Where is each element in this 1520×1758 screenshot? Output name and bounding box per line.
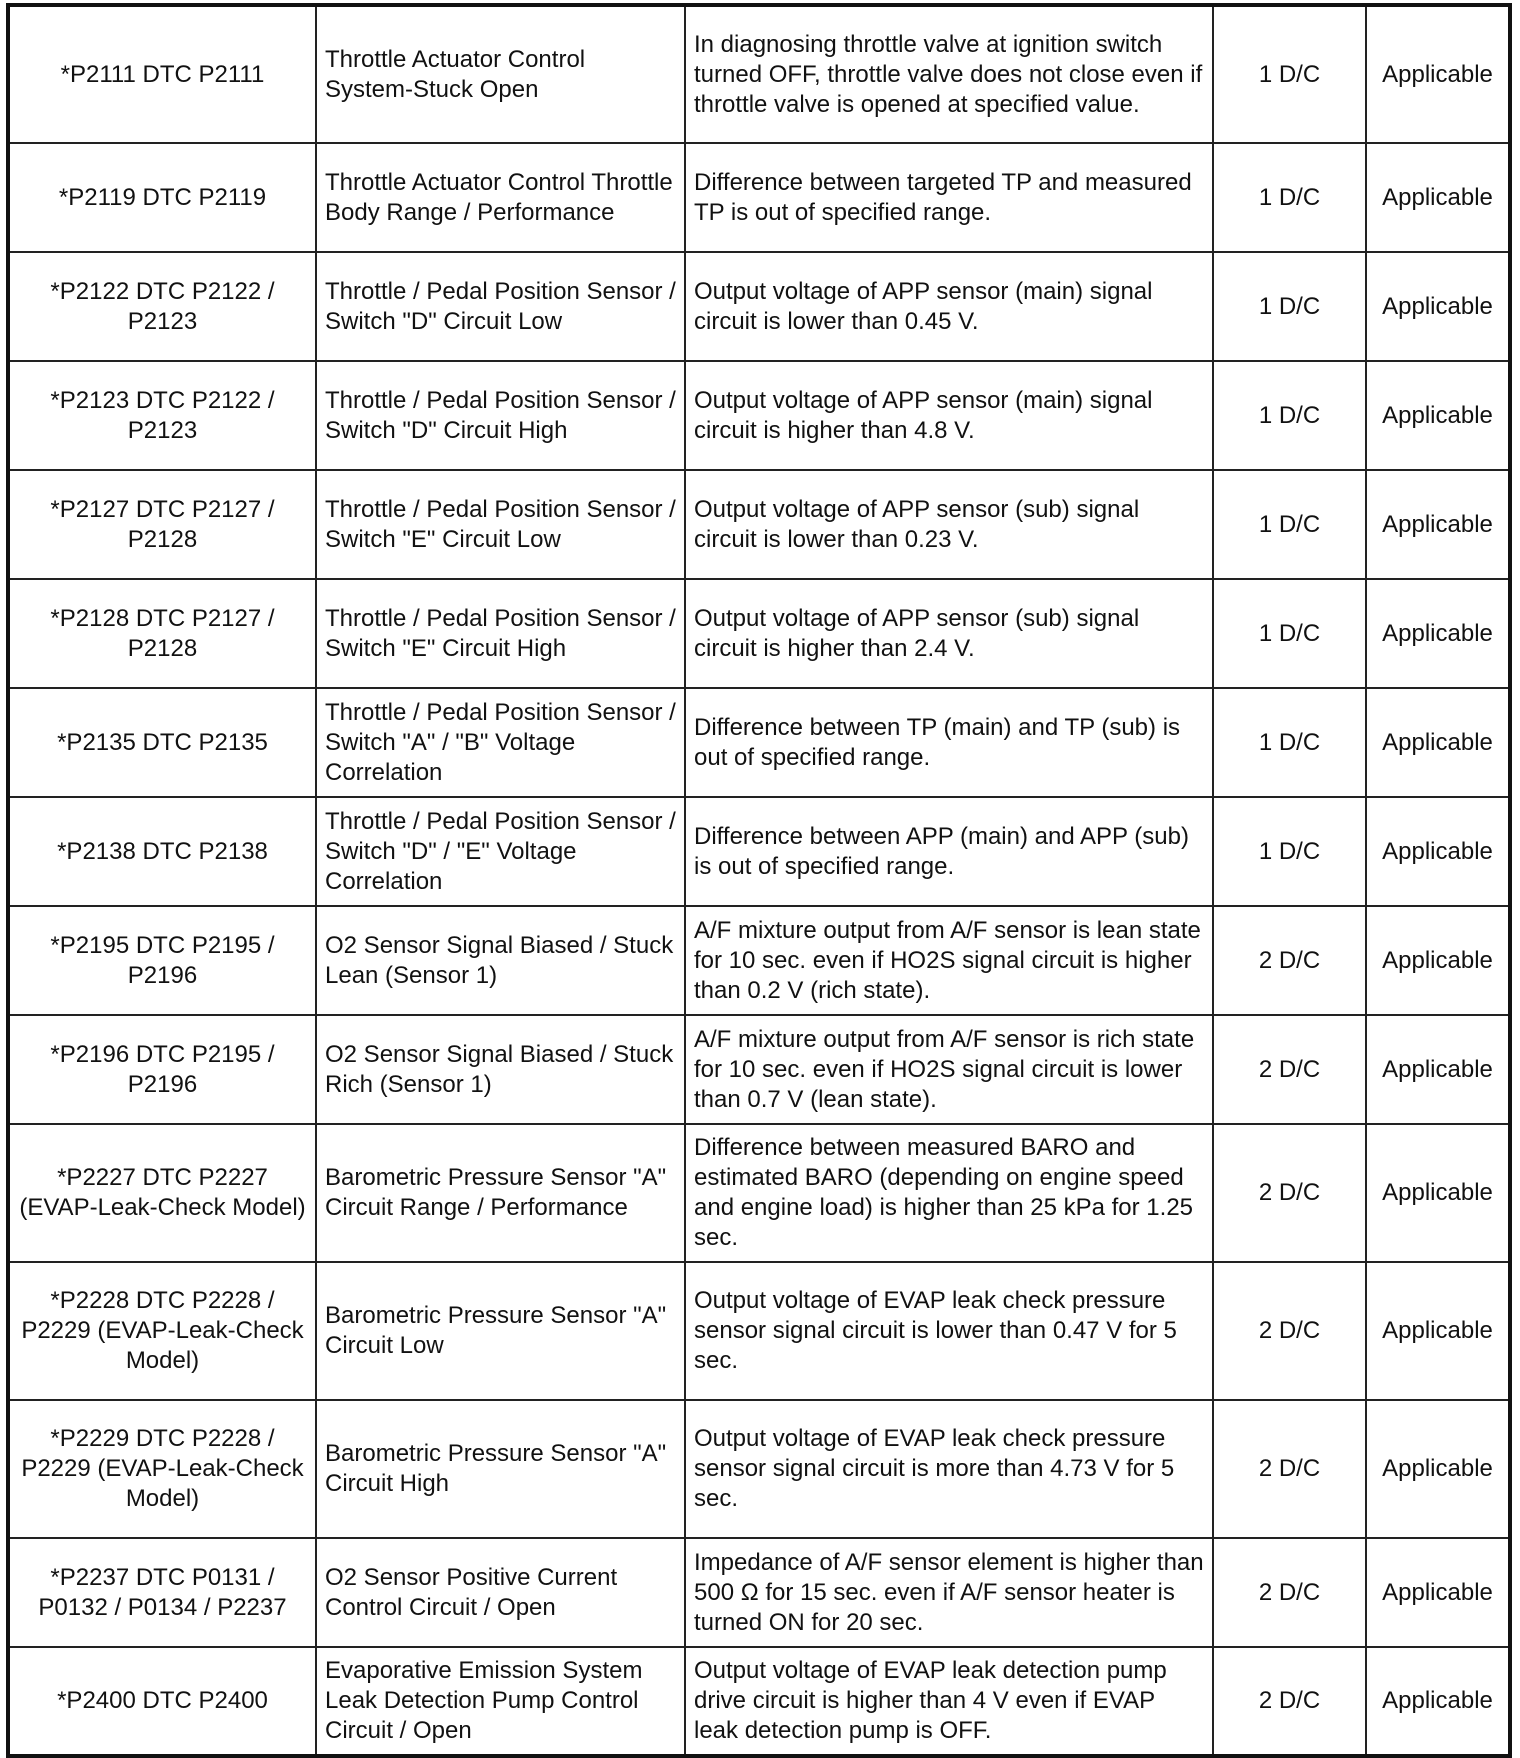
table-row: [8, 1538, 1510, 1647]
dtc-name-cell: Barometric Pressure Sensor "A" Circuit Low: [316, 1262, 685, 1400]
table-row: [8, 906, 1510, 1015]
trip-cell: 1 D/C: [1213, 579, 1366, 688]
mil-cell: Applicable: [1366, 470, 1510, 579]
detection-condition-cell: Output voltage of APP sensor (sub) signal circuit is lower than 0.23 V.: [685, 470, 1213, 579]
mil-cell: Applicable: [1366, 797, 1510, 906]
dtc-code-cell: *P2128 DTC P2127 / P2128: [8, 579, 316, 688]
table-row: [8, 1400, 1510, 1538]
dtc-code-cell: *P2127 DTC P2127 / P2128: [8, 470, 316, 579]
detection-condition-cell: Difference between measured BARO and estimated BARO (depending on engine speed and engine load) is higher than 25 kPa for 1.25 sec.: [685, 1124, 1213, 1262]
mil-cell: Applicable: [1366, 906, 1510, 1015]
trip-cell: 1 D/C: [1213, 143, 1366, 252]
table-row: [8, 579, 1510, 688]
table-row: [8, 1015, 1510, 1124]
detection-condition-cell: Difference between APP (main) and APP (sub) is out of specified range.: [685, 797, 1213, 906]
mil-cell: Applicable: [1366, 579, 1510, 688]
dtc-code-cell: *P2135 DTC P2135: [8, 688, 316, 797]
detection-condition-cell: Output voltage of APP sensor (main) signal circuit is higher than 4.8 V.: [685, 361, 1213, 470]
table-row: [8, 1262, 1510, 1400]
dtc-code-cell: *P2195 DTC P2195 / P2196: [8, 906, 316, 1015]
trip-cell: 2 D/C: [1213, 1124, 1366, 1262]
dtc-name-cell: Throttle / Pedal Position Sensor / Switch "E" Circuit High: [316, 579, 685, 688]
trip-cell: 1 D/C: [1213, 361, 1366, 470]
detection-condition-cell: In diagnosing throttle valve at ignition switch turned OFF, throttle valve does not close even if throttle valve is opened at specified value.: [685, 5, 1213, 143]
mil-cell: Applicable: [1366, 1124, 1510, 1262]
table-row: [8, 470, 1510, 579]
dtc-name-cell: Throttle Actuator Control System-Stuck Open: [316, 5, 685, 143]
dtc-code-cell: *P2111 DTC P2111: [8, 5, 316, 143]
detection-condition-cell: Output voltage of APP sensor (sub) signal circuit is higher than 2.4 V.: [685, 579, 1213, 688]
detection-condition-cell: Impedance of A/F sensor element is higher than 500 Ω for 15 sec. even if A/F sensor heater is turned ON for 20 sec.: [685, 1538, 1213, 1647]
trip-cell: 2 D/C: [1213, 1400, 1366, 1538]
trip-cell: 1 D/C: [1213, 252, 1366, 361]
dtc-name-cell: O2 Sensor Signal Biased / Stuck Rich (Sensor 1): [316, 1015, 685, 1124]
table-row: [8, 361, 1510, 470]
dtc-code-cell: *P2138 DTC P2138: [8, 797, 316, 906]
dtc-code-cell: *P2229 DTC P2228 / P2229 (EVAP-Leak-Check Model): [8, 1400, 316, 1538]
table-row: [8, 1647, 1510, 1756]
detection-condition-cell: Output voltage of EVAP leak check pressure sensor signal circuit is more than 4.73 V for 5 sec.: [685, 1400, 1213, 1538]
dtc-table: [6, 3, 1512, 1758]
dtc-table-page: [6, 3, 1508, 1758]
table-row: [8, 5, 1510, 143]
mil-cell: Applicable: [1366, 1647, 1510, 1756]
mil-cell: Applicable: [1366, 1400, 1510, 1538]
mil-cell: Applicable: [1366, 143, 1510, 252]
dtc-code-cell: *P2228 DTC P2228 / P2229 (EVAP-Leak-Check Model): [8, 1262, 316, 1400]
dtc-name-cell: O2 Sensor Signal Biased / Stuck Lean (Sensor 1): [316, 906, 685, 1015]
trip-cell: 2 D/C: [1213, 906, 1366, 1015]
table-row: [8, 1124, 1510, 1262]
trip-cell: 1 D/C: [1213, 688, 1366, 797]
dtc-name-cell: Throttle Actuator Control Throttle Body Range / Performance: [316, 143, 685, 252]
detection-condition-cell: Difference between TP (main) and TP (sub) is out of specified range.: [685, 688, 1213, 797]
dtc-name-cell: Throttle / Pedal Position Sensor / Switch "D" Circuit High: [316, 361, 685, 470]
dtc-code-cell: *P2400 DTC P2400: [8, 1647, 316, 1756]
dtc-name-cell: Barometric Pressure Sensor "A" Circuit Range / Performance: [316, 1124, 685, 1262]
dtc-code-cell: *P2196 DTC P2195 / P2196: [8, 1015, 316, 1124]
detection-condition-cell: Output voltage of EVAP leak detection pump drive circuit is higher than 4 V even if EVAP leak detection pump is OFF.: [685, 1647, 1213, 1756]
trip-cell: 2 D/C: [1213, 1538, 1366, 1647]
trip-cell: 1 D/C: [1213, 5, 1366, 143]
mil-cell: Applicable: [1366, 1262, 1510, 1400]
trip-cell: 2 D/C: [1213, 1262, 1366, 1400]
dtc-code-cell: *P2237 DTC P0131 / P0132 / P0134 / P2237: [8, 1538, 316, 1647]
dtc-name-cell: Throttle / Pedal Position Sensor / Switch "E" Circuit Low: [316, 470, 685, 579]
mil-cell: Applicable: [1366, 361, 1510, 470]
detection-condition-cell: Output voltage of EVAP leak check pressure sensor signal circuit is lower than 0.47 V for 5 sec.: [685, 1262, 1213, 1400]
mil-cell: Applicable: [1366, 1538, 1510, 1647]
detection-condition-cell: A/F mixture output from A/F sensor is rich state for 10 sec. even if HO2S signal circuit is lower than 0.7 V (lean state).: [685, 1015, 1213, 1124]
table-row: [8, 688, 1510, 797]
trip-cell: 2 D/C: [1213, 1015, 1366, 1124]
dtc-name-cell: Throttle / Pedal Position Sensor / Switch "A" / "B" Voltage Correlation: [316, 688, 685, 797]
dtc-code-cell: *P2122 DTC P2122 / P2123: [8, 252, 316, 361]
detection-condition-cell: Difference between targeted TP and measured TP is out of specified range.: [685, 143, 1213, 252]
dtc-code-cell: *P2123 DTC P2122 / P2123: [8, 361, 316, 470]
trip-cell: 1 D/C: [1213, 797, 1366, 906]
dtc-name-cell: Throttle / Pedal Position Sensor / Switch "D" / "E" Voltage Correlation: [316, 797, 685, 906]
dtc-name-cell: Barometric Pressure Sensor "A" Circuit High: [316, 1400, 685, 1538]
detection-condition-cell: Output voltage of APP sensor (main) signal circuit is lower than 0.45 V.: [685, 252, 1213, 361]
trip-cell: 1 D/C: [1213, 470, 1366, 579]
table-row: [8, 252, 1510, 361]
dtc-name-cell: Evaporative Emission System Leak Detection Pump Control Circuit / Open: [316, 1647, 685, 1756]
table-row: [8, 797, 1510, 906]
detection-condition-cell: A/F mixture output from A/F sensor is lean state for 10 sec. even if HO2S signal circuit is higher than 0.2 V (rich state).: [685, 906, 1213, 1015]
mil-cell: Applicable: [1366, 1015, 1510, 1124]
trip-cell: 2 D/C: [1213, 1647, 1366, 1756]
dtc-code-cell: *P2227 DTC P2227 (EVAP-Leak-Check Model): [8, 1124, 316, 1262]
dtc-name-cell: O2 Sensor Positive Current Control Circuit / Open: [316, 1538, 685, 1647]
mil-cell: Applicable: [1366, 252, 1510, 361]
table-row: [8, 143, 1510, 252]
mil-cell: Applicable: [1366, 5, 1510, 143]
mil-cell: Applicable: [1366, 688, 1510, 797]
dtc-name-cell: Throttle / Pedal Position Sensor / Switch "D" Circuit Low: [316, 252, 685, 361]
dtc-code-cell: *P2119 DTC P2119: [8, 143, 316, 252]
